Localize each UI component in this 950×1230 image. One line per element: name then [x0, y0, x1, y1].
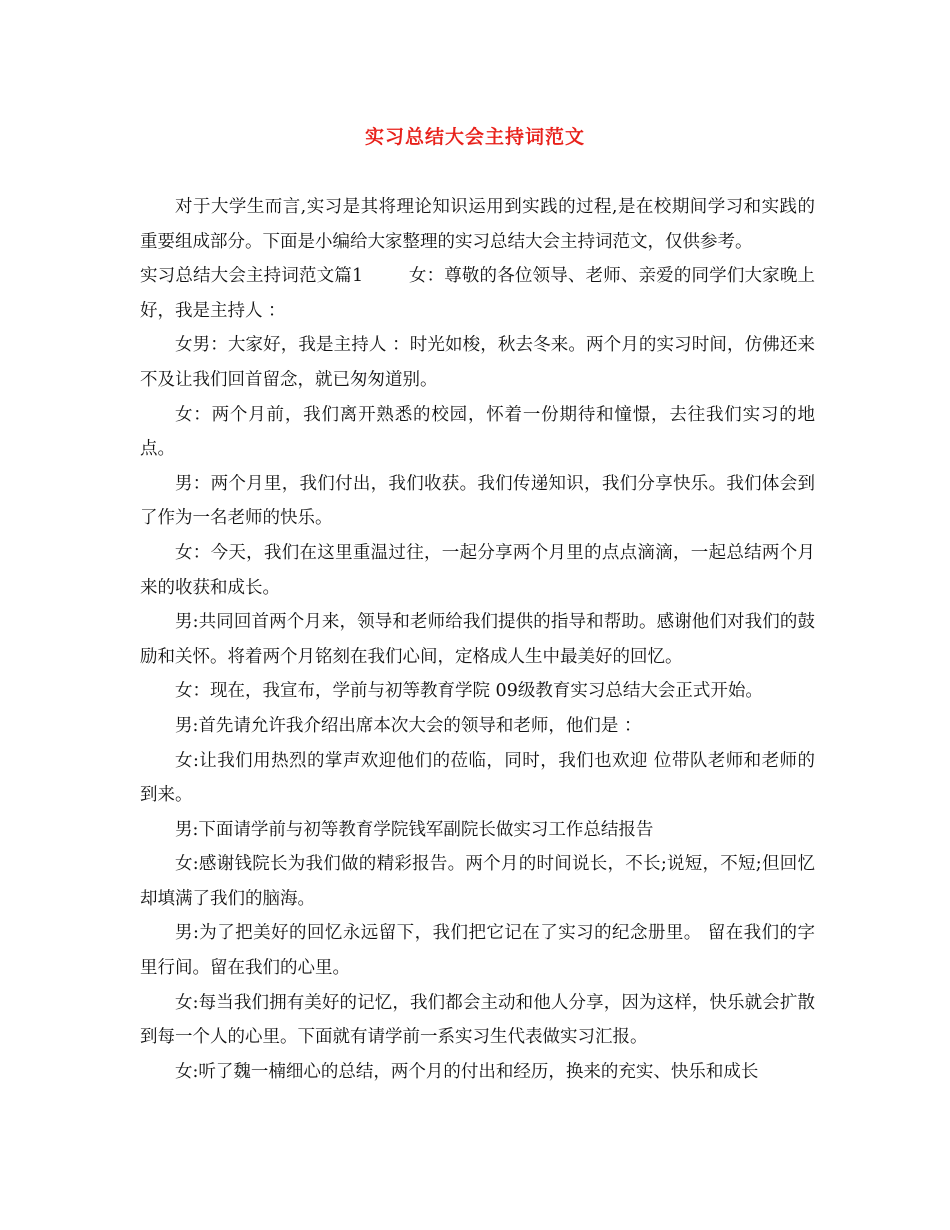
paragraph: 女男：大家好，我是主持人 ：时光如梭，秋去冬来。两个月的实习时间，仿佛还来不及让我们回首留念，就已匆匆道别。 [140, 335, 815, 390]
paragraph: 女:听了魏一楠细心的总结，两个月的付出和经历，换来的充实、快乐和成长 [175, 1061, 759, 1082]
paragraph: 对于大学生而言,实习是其将理论知识运用到实践的过程,是在校期间学习和实践的重要组成部分。下面是小编给大家整理的实习总结大会主持词范文，仅供参考。 [140, 197, 815, 252]
paragraph: 女：现在，我宣布，学前与初等教育学院 09级教育实习总结大会正式开始。 [175, 681, 763, 702]
paragraph: 女:让我们用热烈的掌声欢迎他们的莅临，同时，我们也欢迎 位带队老师和老师的到来。 [140, 750, 815, 806]
paragraph: 男:为了把美好的回忆永远留下，我们把它记在了实习的纪念册里。 留在我们的字里行间。留在我们的心里。 [140, 923, 815, 979]
paragraph: 实习总结大会主持词范文篇1 女：尊敬的各位领导、老师、亲爱的同学们大家晚上好，我是主持人 ： [140, 266, 815, 321]
document-title: 实习总结大会主持词范文 [364, 126, 585, 148]
paragraph: 男:共同回首两个月来，领导和老师给我们提供的指导和帮助。感谢他们对我们的鼓励和关怀。将着两个月铭刻在我们心间，定格成人生中最美好的回忆。 [140, 612, 815, 667]
paragraph: 女：今天，我们在这里重温过往，一起分享两个月里的点点滴滴，一起总结两个月来的收获和成长。 [140, 542, 815, 598]
document-body [140, 190, 815, 1089]
paragraph: 男:下面请学前与初等教育学院钱军副院长做实习工作总结报告 [175, 819, 654, 840]
paragraph: 女:感谢钱院长为我们做的精彩报告。两个月的时间说长，不长;说短，不短;但回忆却填满了我们的脑海。 [140, 854, 815, 909]
paragraph: 女:每当我们拥有美好的记忆，我们都会主动和他人分享，因为这样，快乐就会扩散到每一个人的心里。下面就有请学前一系实习生代表做实习汇报。 [140, 992, 815, 1048]
paragraph: 女：两个月前，我们离开熟悉的校园，怀着一份期待和憧憬，去往我们实习的地点。 [140, 404, 815, 460]
paragraph: 男:首先请允许我介绍出席本次大会的领导和老师，他们是 ： [175, 715, 642, 736]
paragraph: 男：两个月里，我们付出，我们收获。我们传递知识，我们分享快乐。我们体会到了作为一名老师的快乐。 [140, 473, 815, 529]
